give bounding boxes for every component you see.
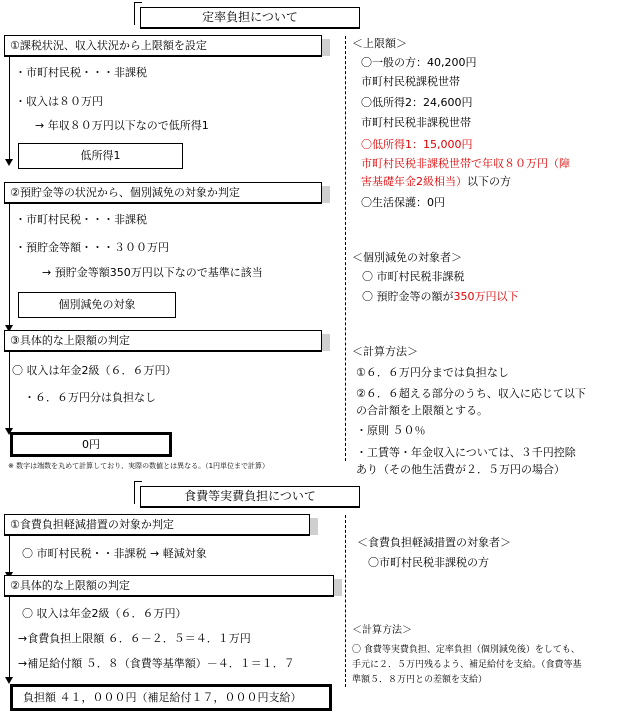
calc-line-4: ・原則 ５０％ <box>356 424 426 437</box>
s2-calc-line-3: 準額５．８万円との差額を支給） <box>352 675 488 685</box>
s2-step2-line-2: →食費負担上限額 ６．６－２．５＝４．１万円 <box>18 632 251 645</box>
step3-label: ③具体的な上限額の判定 <box>10 334 130 347</box>
limit-line-2: 市町村民税課税世帯 <box>361 75 460 88</box>
step1-line-2: ・収入は８０万円 <box>15 95 103 108</box>
section1-title: 定率負担について <box>140 7 360 29</box>
s2-step2-line-3: →補足給付額 ５．８（食費等基準額）－４．１＝１．７ <box>18 657 295 670</box>
result3-label: 0円 <box>82 438 100 451</box>
step2-label: ②預貯金等の状況から、個別減免の対象か判定 <box>10 186 240 199</box>
calc-title: ＜計算方法＞ <box>352 345 418 358</box>
s2-result-label: 負担額 ４１，０００円（補足給付１７，０００円支給） <box>23 691 302 704</box>
step3-box <box>4 330 322 352</box>
limit-title: ＜上限額＞ <box>352 37 407 50</box>
step3-line-1: 〇 収入は年金2級（６．６万円） <box>12 364 177 377</box>
target-line-2 <box>362 290 519 304</box>
limit-line-7-red: 害基礎年金2級相当） <box>361 175 467 188</box>
calc-line-6: あり（その他生活費が２．５万円の場合） <box>356 463 565 476</box>
limit-line-7-suffix: 以下の方 <box>467 175 511 188</box>
section2-title: 食費等実費負担について <box>140 486 360 508</box>
limit-line-7 <box>361 175 511 189</box>
limit-line-5: 〇低所得1：15,000円 <box>361 138 473 151</box>
step2-line-2: ・預貯金等額・・・３００万円 <box>15 241 169 254</box>
result3-box <box>10 432 172 457</box>
step1-line-1: ・市町村民税・・・非課税 <box>15 66 147 79</box>
calc-line-5: ・工賃等・年金収入については、３千円控除 <box>356 446 576 459</box>
footnote: ※ 数字は端数を丸めて計算しており、実際の数値とは異なる。（1円単位まで計算） <box>8 462 270 470</box>
divider-dashed-1 <box>345 36 346 461</box>
result2-box <box>18 292 176 318</box>
step2-line-3: → 預貯金等額350万円以下なので基準に該当 <box>42 266 263 279</box>
s2-target-title: ＜食費負担軽減措置の対象者＞ <box>357 536 511 549</box>
flow-line-4 <box>9 535 10 573</box>
step3-line-2: ・６．６万円分は負担なし <box>24 391 156 404</box>
step2-line-1: ・市町村民税・・・非課税 <box>15 213 147 226</box>
calc-line-3: の合計額を上限額とする。 <box>356 404 488 417</box>
flow-line-1 <box>9 56 10 160</box>
flow-line-3 <box>9 351 10 429</box>
step1-box <box>4 35 322 57</box>
s2-calc-title: ＜計算方法＞ <box>352 625 412 636</box>
result1-box <box>18 143 183 169</box>
flow-arrow-1 <box>5 159 13 166</box>
s2-calc-line-2: 手元に２．５万円残るよう、補足給付を支給。（食費等基 <box>352 660 582 670</box>
s2-step2-label: ②具体的な上限額の判定 <box>10 579 130 592</box>
s2-step1-line: 〇 市町村民税・・非課税 → 軽減対象 <box>22 547 207 560</box>
target-line-2-prefix: 〇 預貯金等の額が <box>362 290 454 303</box>
s2-target-line: 〇市町村民税非課税の方 <box>368 556 489 569</box>
calc-line-2: ②６．６超える部分のうち、収入に応じて以下 <box>356 387 586 400</box>
calc-line-1: ①６．６万円分までは負担なし <box>356 366 509 379</box>
s2-step1-box <box>4 514 310 536</box>
target-title: ＜個別減免の対象者＞ <box>352 251 462 264</box>
limit-line-6: 市町村民税非課税世帯で年収８０万円（障 <box>361 157 570 170</box>
s2-step2-line-1: 〇 収入は年金2級（６．６万円） <box>22 607 187 620</box>
divider-dashed-2 <box>345 515 346 687</box>
step1-line-3: → 年収８０万円以下なので低所得1 <box>35 119 209 132</box>
s2-step1-label: ①食費負担軽減措置の対象か判定 <box>10 518 174 531</box>
s2-result-box <box>10 684 332 711</box>
flow-arrow-5 <box>5 677 13 684</box>
limit-line-1: 〇一般の方：40,200円 <box>361 56 477 69</box>
s2-calc-line-1: 〇 食費等実費負担、定率負担（個別減免後）をしても、 <box>352 645 580 655</box>
target-line-1: 〇 市町村民税非課税 <box>362 270 465 283</box>
step2-box <box>4 182 322 204</box>
flow-line-2 <box>9 204 10 326</box>
limit-line-8: 〇生活保護：0円 <box>361 196 445 209</box>
flow-line-5 <box>9 596 10 678</box>
result1-label: 低所得1 <box>80 149 121 162</box>
s2-step2-box <box>4 575 334 597</box>
limit-line-4: 市町村民税非課税世帯 <box>361 116 471 129</box>
result2-label: 個別減免の対象 <box>58 298 136 311</box>
target-line-2-red: 350万円以下 <box>453 290 519 303</box>
limit-line-3: 〇低所得2：24,600円 <box>361 96 473 109</box>
step1-label: ①課税状況、収入状況から上限額を設定 <box>10 39 207 52</box>
